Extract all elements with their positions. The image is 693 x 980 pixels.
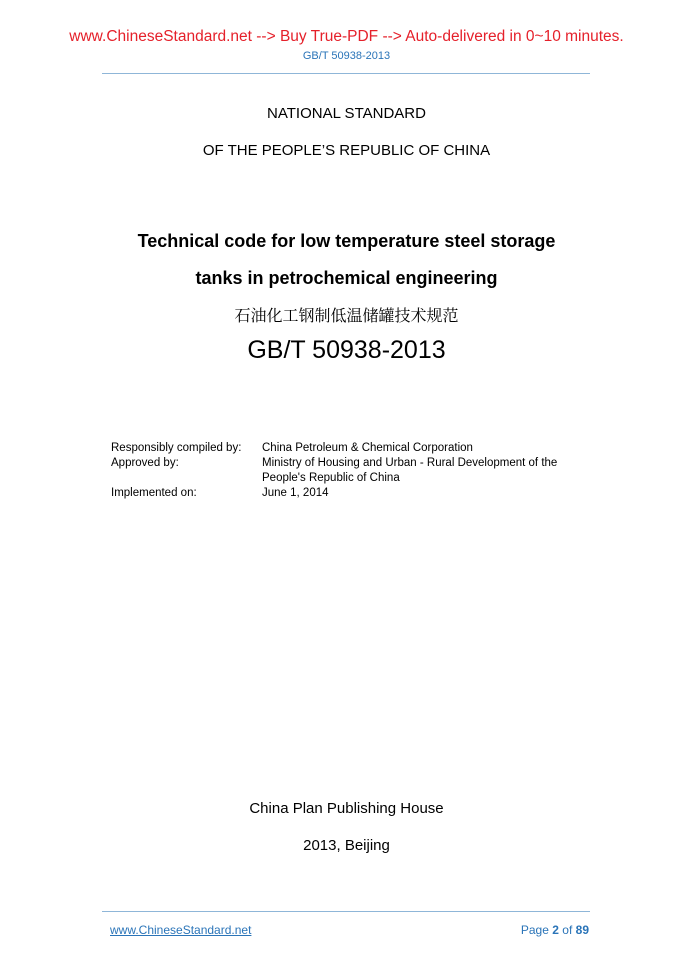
footer-divider: [102, 911, 590, 912]
approved-by-label: Approved by:: [111, 457, 179, 469]
page-label: Page: [520, 923, 549, 937]
implemented-on-value: June 1, 2014: [262, 487, 329, 499]
country-heading: OF THE PEOPLE’S REPUBLIC OF CHINA: [202, 142, 491, 159]
promo-banner[interactable]: www.ChineseStandard.net --> Buy True-PDF --> Auto-delivered in 0~10 minutes.: [69, 28, 624, 45]
publisher-name: China Plan Publishing House: [249, 800, 444, 817]
compiled-by-label: Responsibly compiled by:: [111, 442, 242, 454]
page-of: of: [562, 923, 573, 937]
national-standard-heading: NATIONAL STANDARD: [267, 105, 426, 122]
publication-place-year: 2013, Beijing: [303, 837, 390, 854]
page-total: 89: [575, 923, 589, 937]
document-title-line-1: Technical code for low temperature steel storage: [137, 231, 556, 251]
implemented-on-label: Implemented on:: [111, 487, 197, 499]
document-title-chinese: 石油化工钢制低温储罐技术规范: [234, 306, 459, 325]
page-current: 2: [552, 923, 559, 937]
page-indicator: [521, 923, 589, 937]
header-divider: [102, 73, 590, 74]
document-title-line-2: tanks in petrochemical engineering: [195, 268, 498, 288]
header-standard-code: GB/T 50938-2013: [302, 50, 391, 62]
footer-website-link[interactable]: www.ChineseStandard.net: [110, 923, 252, 937]
approved-by-value: Ministry of Housing and Urban - Rural Development of the People's Republic of China: [262, 457, 558, 484]
standard-code: GB/T 50938-2013: [247, 336, 446, 364]
compiled-by-value: China Petroleum & Chemical Corporation: [262, 442, 473, 454]
